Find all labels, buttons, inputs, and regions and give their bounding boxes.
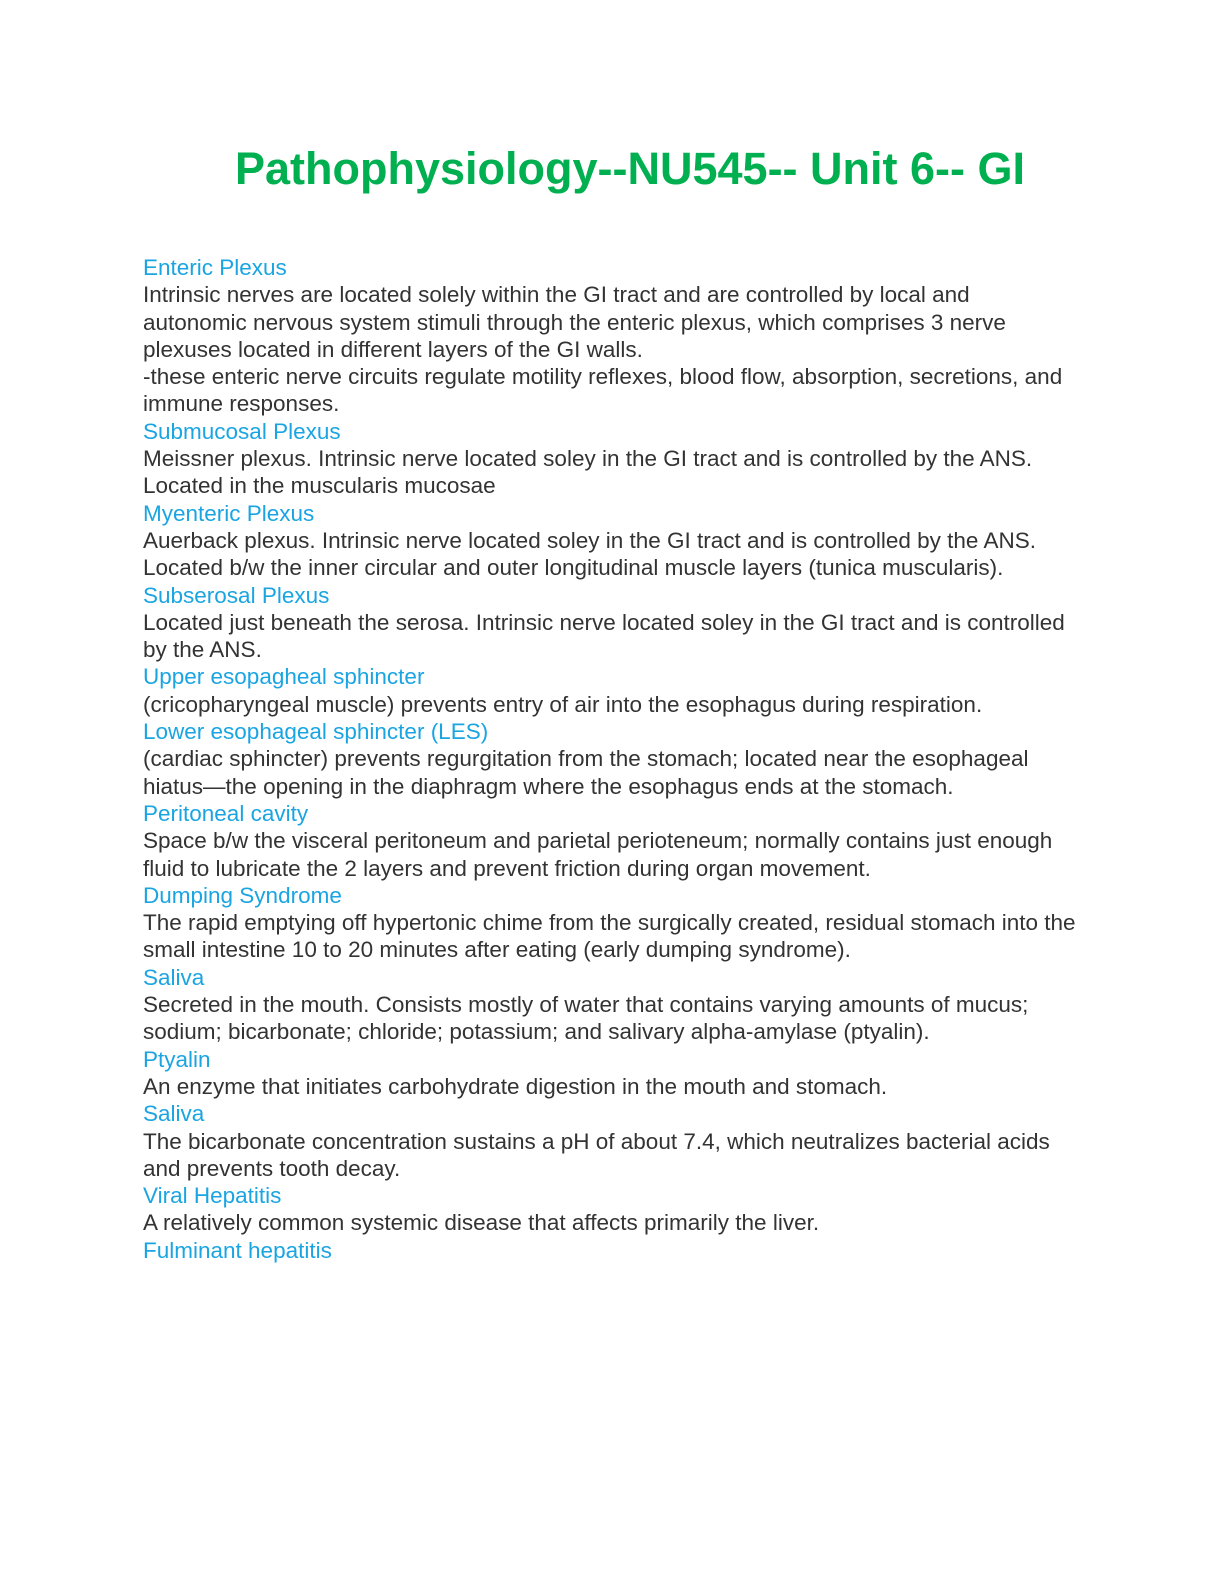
entry-definition: The rapid emptying off hypertonic chime from the surgically created, residual stomach into the small intestine 10 to 20 minutes after eating (early dumping syndrome).: [143, 910, 1076, 963]
entry-definition: Auerback plexus. Intrinsic nerve located soley in the GI tract and is controlled by the ANS. Located b/w the inner circular and outer longitudinal muscle layers (tunica muscularis).: [143, 527, 1036, 581]
entry-definition: Located just beneath the serosa. Intrinsic nerve located soley in the GI tract and is controlled by the ANS.: [143, 609, 1065, 663]
entry-term: Ptyalin: [143, 1046, 211, 1072]
entry-term: Subserosal Plexus: [143, 582, 330, 608]
entry-term: Submucosal Plexus: [143, 418, 341, 444]
entry-term: Lower esophageal sphincter (LES): [143, 719, 489, 745]
entry-term: Viral Hepatitis: [143, 1183, 282, 1209]
entry-term: Saliva: [143, 1101, 205, 1127]
entry-term: Dumping Syndrome: [143, 882, 342, 908]
entry-term: Enteric Plexus: [143, 255, 287, 280]
entry-definition: Secreted in the mouth. Consists mostly of water that contains varying amounts of mucus; sodium; bicarbonate; chloride; potassium; and salivary alpha-amylase (ptyalin).: [143, 992, 1029, 1045]
glossary-entries: [143, 254, 1078, 1264]
entry-definition: Meissner plexus. Intrinsic nerve located soley in the GI tract and is controlled by the ANS. Located in the muscularis mucosae: [143, 446, 1033, 499]
entry-term: Fulminant hepatitis: [143, 1237, 332, 1263]
entry-term: Peritoneal cavity: [143, 800, 309, 826]
entry-note: -these enteric nerve circuits regulate motility reflexes, blood flow, absorption, secretions, and immune responses.: [143, 364, 1063, 417]
entry-definition: An enzyme that initiates carbohydrate digestion in the mouth and stomach.: [143, 1073, 888, 1099]
entry-definition: (cardiac sphincter) prevents regurgitation from the stomach; located near the esophageal hiatus—the opening in the diaphragm where the esophagus ends at the stomach.: [143, 746, 1029, 799]
entry-definition: The bicarbonate concentration sustains a pH of about 7.4, which neutralizes bacterial acids and prevents tooth decay.: [143, 1128, 1050, 1181]
entry-term: Myenteric Plexus: [143, 500, 315, 526]
entry-term: Saliva: [143, 964, 205, 990]
document-page: [143, 140, 1078, 1264]
entry-term: Upper esopagheal sphincter: [143, 664, 425, 690]
entry-definition: A relatively common systemic disease that affects primarily the liver.: [143, 1210, 820, 1236]
document-title: Pathophysiology--NU545-- Unit 6-- GI: [235, 143, 1026, 194]
entry-definition: (cricopharyngeal muscle) prevents entry of air into the esophagus during respiration.: [143, 691, 983, 717]
entry-definition: Intrinsic nerves are located solely within the GI tract and are controlled by local and autonomic nervous system stimuli through the enteric plexus, which comprises 3 nerve plexuses located in different layers of the GI walls.: [143, 282, 1006, 362]
entry-definition: Space b/w the visceral peritoneum and parietal perioteneum; normally contains just enough fluid to lubricate the 2 layers and prevent friction during organ movement.: [143, 828, 1053, 881]
